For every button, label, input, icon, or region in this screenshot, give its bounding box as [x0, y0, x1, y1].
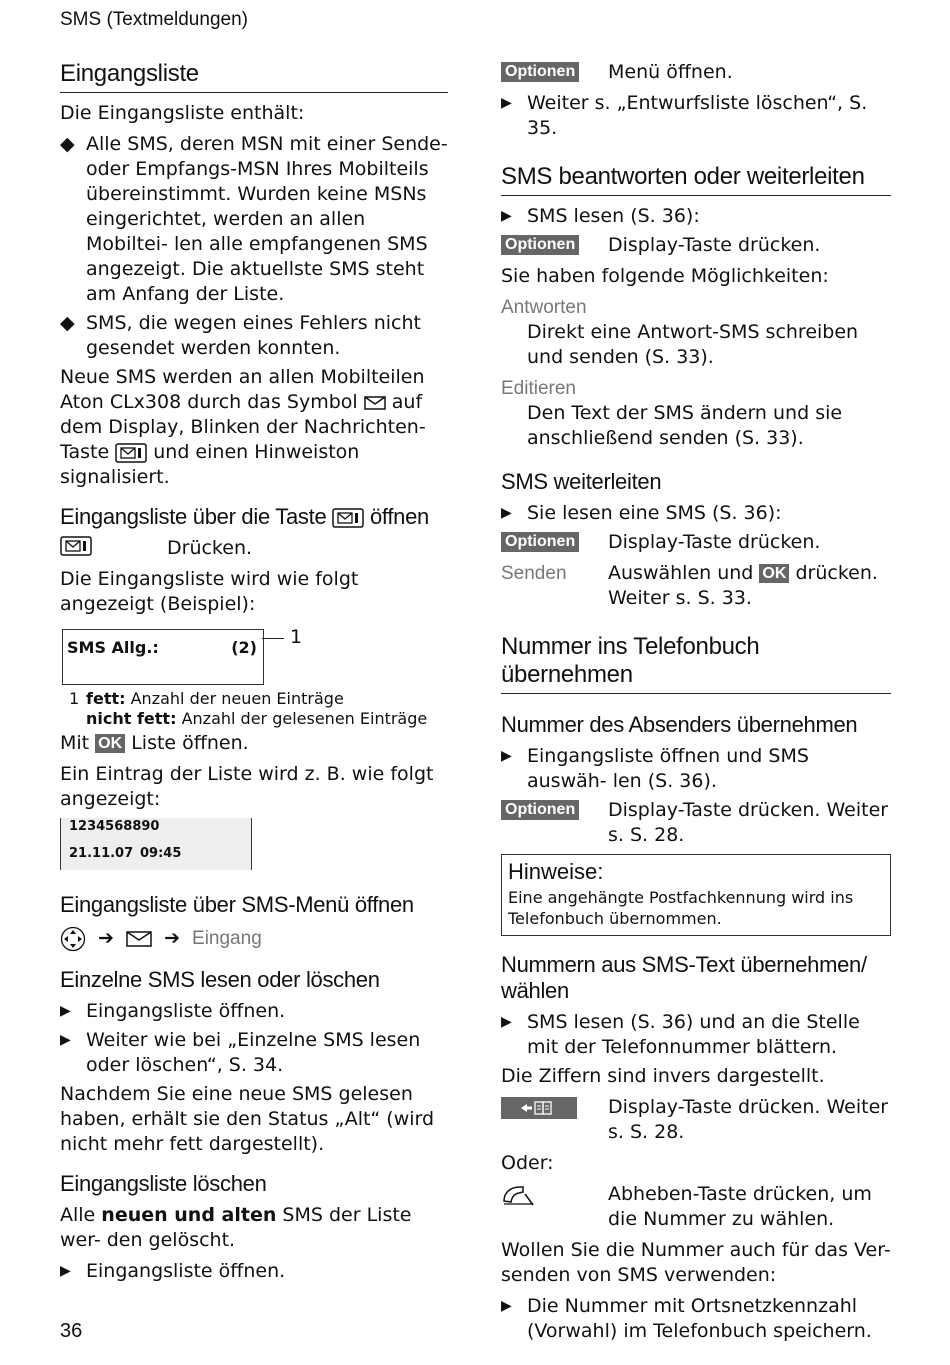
entry-display: [60, 818, 252, 870]
subsection-title-absender: Nummer des Absenders übernehmen: [501, 712, 858, 737]
text-segment: Alle: [60, 1204, 96, 1226]
display-example: [60, 623, 448, 689]
step-item: [501, 204, 891, 229]
step-item: [501, 91, 891, 141]
subsection-title-weiterleiten: SMS weiterleiten: [501, 469, 662, 494]
section-title-eingangsliste: Eingangsliste: [60, 60, 448, 93]
text-bold: neuen und alten: [101, 1204, 277, 1226]
subsection-title-sms-text: Nummern aus SMS-Text übernehmen/ wählen: [501, 952, 867, 1003]
left-column: [60, 60, 448, 1288]
triangle-arrow-icon: ▶: [501, 208, 512, 224]
list-item: [60, 132, 448, 307]
message-key-icon: [60, 536, 92, 563]
step-text: SMS lesen (S. 36):: [527, 205, 700, 227]
reuse-paragraph: Wollen Sie die Nummer auch für das Ver- senden von SMS verwenden:: [501, 1239, 891, 1286]
subsection-title-taste: [60, 504, 448, 530]
optionen-softkey: Optionen: [501, 235, 579, 255]
new-sms-paragraph: [60, 365, 448, 490]
path-arrow-icon: ➔: [164, 927, 180, 949]
step-text: Weiter s. „Entwurfsliste löschen“, S. 35.: [527, 92, 868, 139]
legend-term: fett:: [86, 689, 126, 708]
delete-paragraph: [60, 1203, 448, 1253]
options-intro: Sie haben folgende Möglichkeiten:: [501, 265, 829, 287]
or-text: Oder:: [501, 1152, 554, 1174]
legend-term: nicht fett:: [86, 709, 177, 728]
legend-number: 1: [69, 689, 80, 708]
list-item: [60, 311, 448, 361]
text-segment: auf dem Display, Blinken der Nachrichten-Taste: [60, 391, 426, 463]
triangle-arrow-icon: ▶: [501, 95, 512, 111]
legend-desc: Anzahl der gelesenen Einträge: [181, 709, 428, 728]
page-number: 36: [60, 1320, 83, 1342]
action-text: Display-Taste drücken. Weiter s. S. 28.: [608, 799, 889, 846]
text-segment: Mit: [60, 732, 90, 754]
running-header: SMS (Textmeldungen): [60, 9, 248, 30]
triangle-arrow-icon: ▶: [501, 1298, 512, 1314]
list-display-text: Die Eingangsliste wird wie folgt angezeigt (Beispiel):: [60, 568, 359, 615]
envelope-icon: [126, 931, 152, 947]
ok-softkey: OK: [759, 564, 789, 583]
text-segment: SMS der Liste wer- den gelöscht.: [60, 1204, 412, 1251]
softkey-row: [501, 60, 891, 85]
text-segment: und einen Hinweiston signalisiert.: [60, 441, 360, 488]
optionen-softkey: Optionen: [501, 800, 579, 820]
entry-date: 21.11.07: [69, 846, 134, 861]
step-item: [501, 1010, 891, 1060]
note-title: Hinweise:: [508, 859, 604, 884]
message-key-icon: [332, 508, 364, 528]
menu-item-senden: Senden: [501, 563, 567, 584]
option-desc: Direkt eine Antwort-SMS schreiben und senden (S. 33).: [527, 321, 859, 368]
entry-intro: Ein Eintrag der Liste wird z. B. wie folgt angezeigt:: [60, 763, 434, 810]
step-item: [501, 501, 891, 526]
subsection-title-menu: Eingangsliste über SMS-Menü öffnen: [60, 892, 414, 917]
nav-key-icon: [60, 926, 86, 952]
step-item: [501, 1294, 891, 1344]
subsection-title-lesen: Einzelne SMS lesen oder löschen: [60, 967, 380, 992]
display-label: SMS Allg.:: [67, 638, 159, 657]
option-desc: Den Text der SMS ändern und sie anschließend senden (S. 33).: [527, 402, 843, 449]
triangle-arrow-icon: ▶: [60, 1263, 71, 1279]
step-text: Weiter wie bei „Einzelne SMS lesen oder löschen“, S. 34.: [86, 1029, 421, 1076]
message-key-icon: [115, 443, 147, 463]
action-text: Display-Taste drücken.: [608, 234, 821, 256]
entry-time: 09:45: [140, 846, 182, 861]
step-item: [60, 1028, 448, 1078]
optionen-softkey: Optionen: [501, 62, 579, 82]
triangle-arrow-icon: ▶: [501, 505, 512, 521]
inverse-text: Die Ziffern sind invers dargestellt.: [501, 1065, 825, 1087]
bullet-text: SMS, die wegen eines Fehlers nicht gesendet werden konnten.: [86, 312, 421, 359]
step-item: [60, 1259, 448, 1284]
title-segment: Eingangsliste über die Taste: [60, 504, 327, 529]
intro-text: Die Eingangsliste enthält:: [60, 102, 305, 124]
note-box: [501, 854, 891, 936]
step-text: Sie lesen eine SMS (S. 36):: [527, 502, 782, 524]
section-title-beantworten: SMS beantworten oder weiterleiten: [501, 163, 891, 196]
softkey-row: [501, 233, 891, 258]
talk-key-icon: [501, 1184, 535, 1213]
action-text: Drücken.: [167, 537, 253, 559]
softkey-row: [501, 798, 891, 848]
action-text: Display-Taste drücken.: [608, 531, 821, 553]
display-count: (2): [231, 638, 257, 657]
triangle-arrow-icon: ▶: [501, 748, 512, 764]
right-column: [501, 60, 891, 1348]
step-text: Eingangsliste öffnen.: [86, 1260, 286, 1282]
callout-line: [262, 638, 284, 639]
key-action-row: [501, 1182, 891, 1232]
note-text: Eine angehängte Postfachkennung wird ins Telefonbuch übernommen.: [508, 888, 854, 928]
action-text: Display-Taste drücken. Weiter s. S. 28.: [608, 1096, 889, 1143]
step-text: SMS lesen (S. 36) und an die Stelle mit der Telefonnummer blättern.: [527, 1011, 860, 1058]
menu-path: [60, 924, 448, 953]
step-item: [60, 999, 448, 1024]
key-action-row: [60, 536, 448, 561]
menu-row: [501, 561, 891, 611]
triangle-arrow-icon: ▶: [60, 1003, 71, 1019]
action-text: Menü öffnen.: [608, 61, 733, 83]
legend-desc: Anzahl der neuen Einträge: [130, 689, 344, 708]
envelope-icon: [364, 396, 386, 410]
text-segment: drücken. Weiter s. S. 33.: [608, 562, 878, 609]
text-segment: Auswählen und: [608, 562, 754, 584]
softkey-row: [501, 1095, 891, 1145]
triangle-arrow-icon: ▶: [60, 1032, 71, 1048]
entry-number: 1234568890: [69, 819, 160, 834]
text-segment: Neue SMS werden an allen Mobilteilen Aton CLx308 durch das Symbol: [60, 366, 425, 413]
softkey-row: [501, 530, 891, 555]
subsection-title-loeschen: Eingangsliste löschen: [60, 1171, 267, 1196]
open-list-text: [60, 731, 448, 756]
bullet-text: Alle SMS, deren MSN mit einer Sende- oder Empfangs-MSN Ihres Mobilteils übereinstimmt. Wurden keine MSNs eingerichtet, werden an allen Mobiltei- len alle empfangenen SMS angezeigt. Die aktuellste SMS steht am Anfang der Liste.: [86, 133, 448, 305]
step-text: Die Nummer mit Ortsnetzkennzahl (Vorwahl) im Telefonbuch speichern.: [527, 1295, 872, 1342]
menu-item-eingang: Eingang: [192, 928, 262, 949]
action-text: Abheben-Taste drücken, um die Nummer zu wählen.: [608, 1183, 872, 1230]
optionen-softkey: Optionen: [501, 532, 579, 552]
option-label-editieren: Editieren: [501, 378, 576, 399]
section-title-telefonbuch: Nummer ins Telefonbuch übernehmen: [501, 633, 891, 694]
display-screen: [62, 629, 264, 685]
display-legend: [60, 689, 448, 729]
text-segment: Liste öffnen.: [131, 732, 249, 754]
callout-number: 1: [290, 626, 303, 648]
path-arrow-icon: ➔: [98, 927, 114, 949]
diamond-bullet-icon: ◆: [60, 312, 75, 334]
triangle-arrow-icon: ▶: [501, 1014, 512, 1030]
step-text: Eingangsliste öffnen und SMS auswäh- len (S. 36).: [527, 745, 809, 792]
option-label-antworten: Antworten: [501, 297, 587, 318]
step-text: Eingangsliste öffnen.: [86, 1000, 286, 1022]
phonebook-softkey-icon: [501, 1097, 577, 1126]
ok-softkey: OK: [95, 734, 125, 753]
step-item: [501, 744, 891, 794]
diamond-bullet-icon: ◆: [60, 133, 75, 155]
title-segment: öffnen: [370, 504, 429, 529]
status-paragraph: Nachdem Sie eine neue SMS gelesen haben, erhält sie den Status „Alt“ (wird nicht mehr fett dargestellt).: [60, 1083, 435, 1155]
